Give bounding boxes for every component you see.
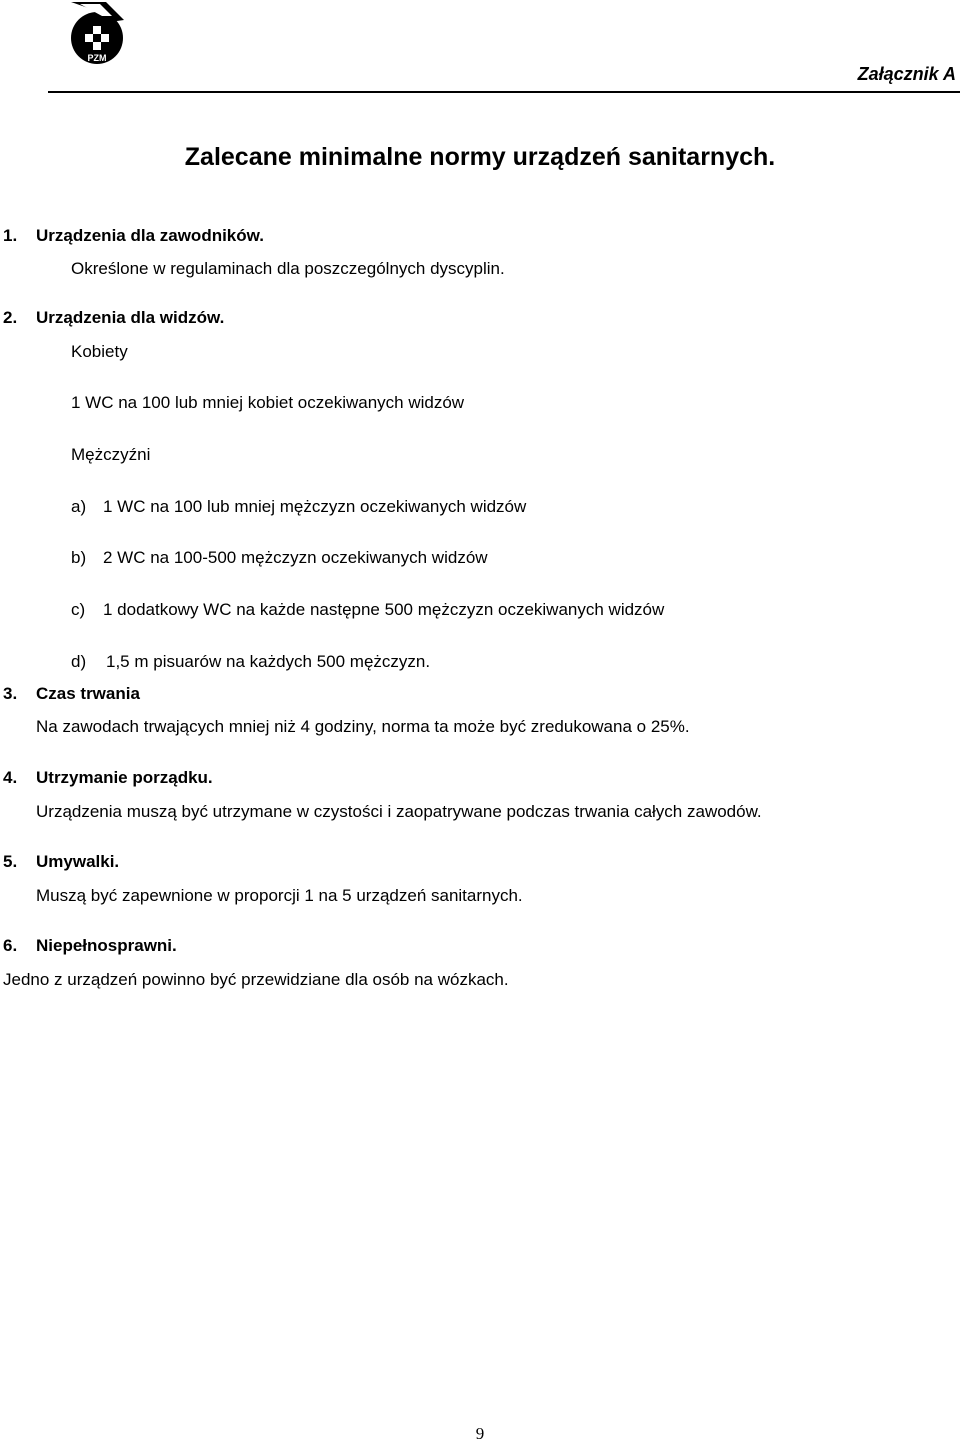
logo-text: PZM [87,53,107,63]
section-1-heading: Urządzenia dla zawodników. [36,226,264,245]
section-4-number: 4. [3,768,18,787]
women-rule: 1 WC na 100 lub mniej kobiet oczekiwanych widzów [71,393,465,412]
men-rule-d-marker: d) [71,652,87,671]
section-5-body: Muszą być zapewnione w proporcji 1 na 5 urządzeń sanitarnych. [36,886,523,905]
section-1-number: 1. [3,226,18,245]
section-6-heading: Niepełnosprawni. [36,936,177,955]
section-3-heading: Czas trwania [36,684,140,703]
section-5-heading: Umywalki. [36,852,120,871]
men-rule-b-marker: b) [71,548,87,567]
section-4-body: Urządzenia muszą być utrzymane w czystości i zaopatrywane podczas trwania całych zawodów. [36,802,762,821]
section-1-body: Określone w regulaminach dla poszczególnych dyscyplin. [71,259,505,278]
men-rule-c-text: 1 dodatkowy WC na każde następne 500 mężczyzn oczekiwanych widzów [103,600,665,619]
men-label: Mężczyźni [71,445,151,464]
section-6-body: Jedno z urządzeń powinno być przewidziane dla osób na wózkach. [3,970,509,989]
section-5-number: 5. [3,852,18,871]
pzm-emblem-icon [66,0,128,66]
header-label: Załącznik A [857,64,956,84]
men-rule-b-text: 2 WC na 100-500 mężczyzn oczekiwanych widzów [103,548,488,567]
section-2-number: 2. [3,308,18,327]
document-title: Zalecane minimalne normy urządzeń sanitarnych. [184,143,776,171]
section-4-heading: Utrzymanie porządku. [36,768,213,787]
page-number: 9 [475,1424,485,1443]
men-rule-c-marker: c) [71,600,86,619]
header-divider [48,91,960,93]
men-rule-a-marker: a) [71,497,87,516]
pzm-logo [66,0,128,66]
section-3-number: 3. [3,684,18,703]
men-rule-a-text: 1 WC na 100 lub mniej mężczyzn oczekiwanych widzów [103,497,527,516]
women-label: Kobiety [71,342,128,361]
section-6-number: 6. [3,936,18,955]
section-3-body: Na zawodach trwających mniej niż 4 godziny, norma ta może być zredukowana o 25%. [36,717,690,736]
section-2-heading: Urządzenia dla widzów. [36,308,225,327]
men-rule-d-text: 1,5 m pisuarów na każdych 500 mężczyzn. [106,652,431,671]
